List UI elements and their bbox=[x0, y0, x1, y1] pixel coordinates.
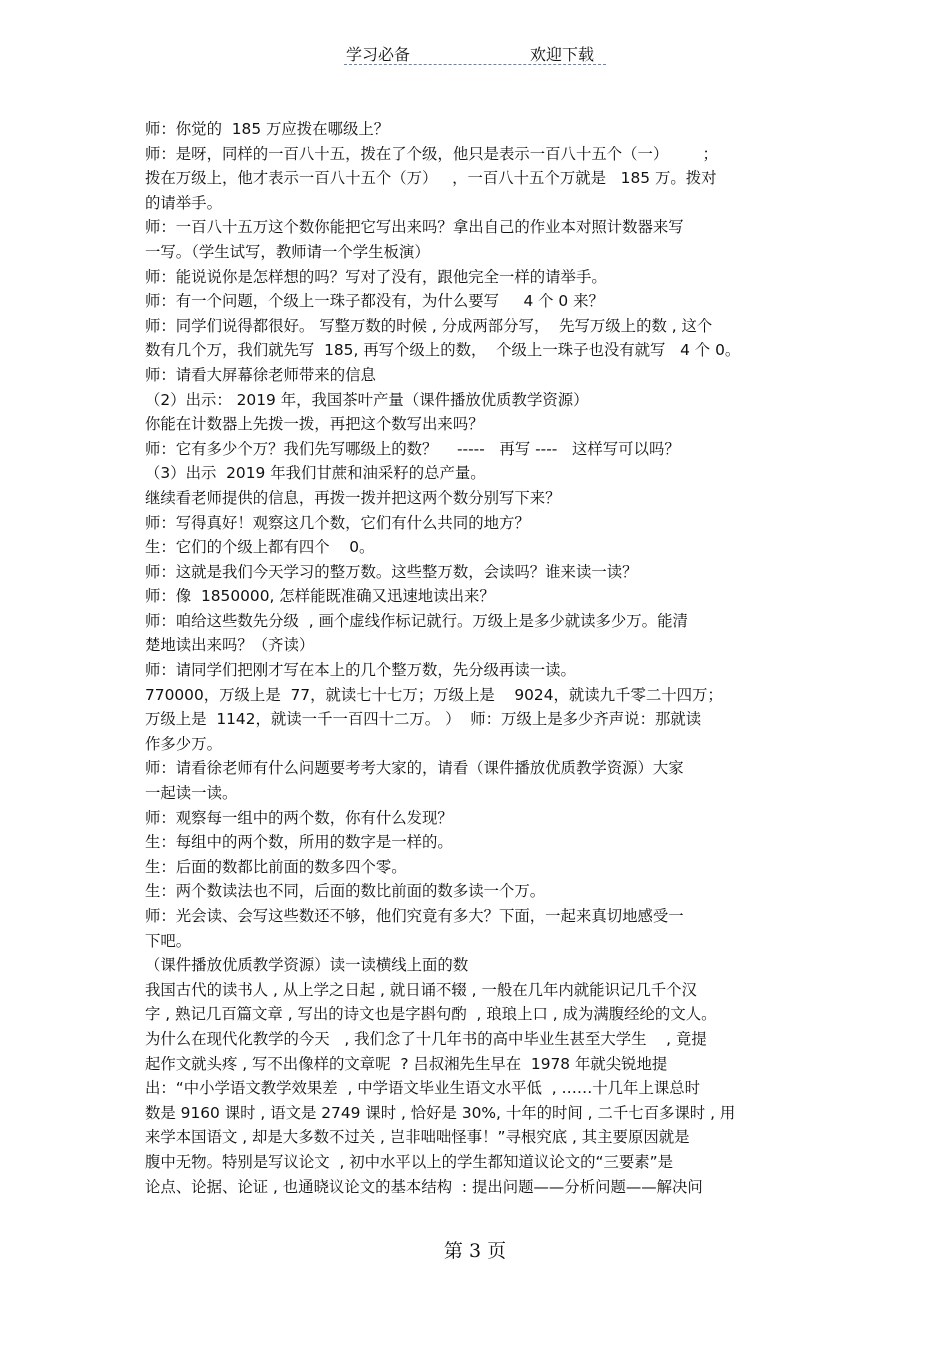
text-line: 字 , 熟记几百篇文章 , 写出的诗文也是字斟句酌 , 琅琅上口 , 成为满腹经纶的文人。 bbox=[145, 1005, 717, 1024]
text-line: 的请举手。 bbox=[145, 193, 222, 212]
text-line: 师：请看大屏幕徐老师带来的信息 bbox=[145, 365, 376, 384]
text-line: 师：像 1850000, 怎样能既准确又迅速地读出来？ bbox=[145, 587, 495, 606]
text-line: 生：每组中的两个数，所用的数字是一样的。 bbox=[145, 833, 453, 852]
text-line: 师：这就是我们今天学习的整万数。这些整万数，会读吗？谁来读一读？ bbox=[145, 562, 638, 581]
text-line: 生：两个数读法也不同，后面的数比前面的数多读一个万。 bbox=[145, 882, 546, 901]
text-line: 师：写得真好！观察这几个数，它们有什么共同的地方？ bbox=[145, 513, 530, 532]
text-line: 师：一百八十五万这个数你能把它写出来吗？拿出自己的作业本对照计数器来写 bbox=[145, 218, 684, 237]
text-line: 师：咱给这些数先分级 , 画个虚线作标记就行。万级上是多少就读多少万。能清 bbox=[145, 611, 688, 630]
text-line: 师：你觉的 185 万应拨在哪级上？ bbox=[145, 120, 390, 138]
text-line: 作多少万。 bbox=[145, 734, 222, 753]
text-line: 我国古代的读书人 , 从上学之日起 , 就日诵不辍 , 一般在几年内就能识记几千个汉 bbox=[145, 980, 697, 999]
text-line: 拨在万级上，他才表示一百八十五个（万） ，一百八十五个万就是 185 万。拨对 bbox=[145, 169, 717, 188]
text-line: 数是 9160 课时 , 语文是 2749 课时 , 恰好是 30%, 十年的时间 , 二千七百多课时 , 用 bbox=[145, 1103, 736, 1122]
text-line: 楚地读出来吗？（齐读） bbox=[145, 636, 315, 655]
page-number: 第 3 页 bbox=[443, 1240, 507, 1262]
text-line: 继续看老师提供的信息，再拨一拨并把这两个数分别写下来？ bbox=[145, 488, 561, 507]
text-line: （课件播放优质教学资源）读一读横线上面的数 bbox=[145, 956, 469, 975]
text-line: 腹中无物。特别是写议论文 , 初中水平以上的学生都知道议论文的“三要素”是 bbox=[145, 1152, 674, 1171]
header-right-text: 欢迎下载 bbox=[530, 45, 595, 64]
text-line: 师：请同学们把刚才写在本上的几个整万数，先分级再读一读。 bbox=[145, 661, 576, 680]
text-line: 生：它们的个级上都有四个 0。 bbox=[145, 538, 375, 557]
text-line: 一写。（学生试写，教师请一个学生板演） bbox=[145, 242, 430, 261]
text-line: 师：是呀，同样的一百八十五，拨在了个级，他只是表示一百八十五个（一） ； bbox=[145, 144, 718, 163]
text-line: 师：观察每一组中的两个数，你有什么发现？ bbox=[145, 808, 453, 827]
document-body bbox=[145, 117, 815, 1199]
text-line: 师：它有多少个万？我们先写哪级上的数？ ----- 再写 ---- 这样写可以吗？ bbox=[145, 439, 680, 458]
text-line: 生：后面的数都比前面的数多四个零。 bbox=[145, 857, 407, 876]
text-line: 来学本国语文 , 却是大多数不过关 , 岂非咄咄怪事！”寻根究底 , 其主要原因就是 bbox=[145, 1128, 690, 1147]
text-line: 师：有一个问题，个级上一珠子都没有，为什么要写 4 个 0 来？ bbox=[145, 292, 604, 311]
text-line: 师：能说说你是怎样想的吗？写对了没有，跟他完全一样的请举手。 bbox=[145, 267, 607, 286]
text-line: 师：光会读、会写这些数还不够，他们究竟有多大？下面，一起来真切地感受一 bbox=[145, 907, 684, 925]
text-line: 师：同学们说得都很好。 写整万数的时候 , 分成两部分写， 先写万级上的数 , 这个 bbox=[145, 316, 713, 335]
text-line: 一起读一读。 bbox=[145, 784, 238, 803]
text-line: 770000，万级上是 77，就读七十七万；万级上是 9024，就读九千零二十四万； bbox=[145, 685, 723, 704]
text-line: 数有几个万，我们就先写 185, 再写个级上的数， 个级上一珠子也没有就写 4 个 0。 bbox=[145, 341, 741, 360]
header-left-text: 学习必备 bbox=[346, 45, 411, 64]
text-line: 论点、论据、论证 , 也通晓议论文的基本结构 : 提出问题——分析问题——解决问 bbox=[145, 1177, 703, 1196]
page-header bbox=[344, 40, 606, 65]
text-line: 为什么在现代化教学的今天 , 我们念了十几年书的高中毕业生甚至大学生 , 竟提 bbox=[145, 1029, 707, 1048]
text-line: （2）出示： 2019 年，我国茶叶产量（课件播放优质教学资源） bbox=[145, 390, 589, 409]
text-line: 起作文就头疼 , 写不出像样的文章呢 ? 吕叔湘先生早在 1978 年就尖锐地提 bbox=[145, 1054, 668, 1073]
text-line: 万级上是 1142，就读一千一百四十二万。 ） 师：万级上是多少齐声说：那就读 bbox=[145, 710, 702, 729]
text-line: 下吧。 bbox=[145, 931, 192, 950]
text-line: 出：“中小学语文教学效果差 , 中学语文毕业生语文水平低 , ……十几年上课总时 bbox=[145, 1079, 701, 1098]
text-line: 师：请看徐老师有什么问题要考考大家的，请看（课件播放优质教学资源）大家 bbox=[145, 759, 684, 778]
text-line: （3）出示 2019 年我们甘蔗和油采籽的总产量。 bbox=[145, 464, 486, 483]
text-line: 你能在计数器上先拨一拨，再把这个数写出来吗？ bbox=[145, 415, 484, 434]
